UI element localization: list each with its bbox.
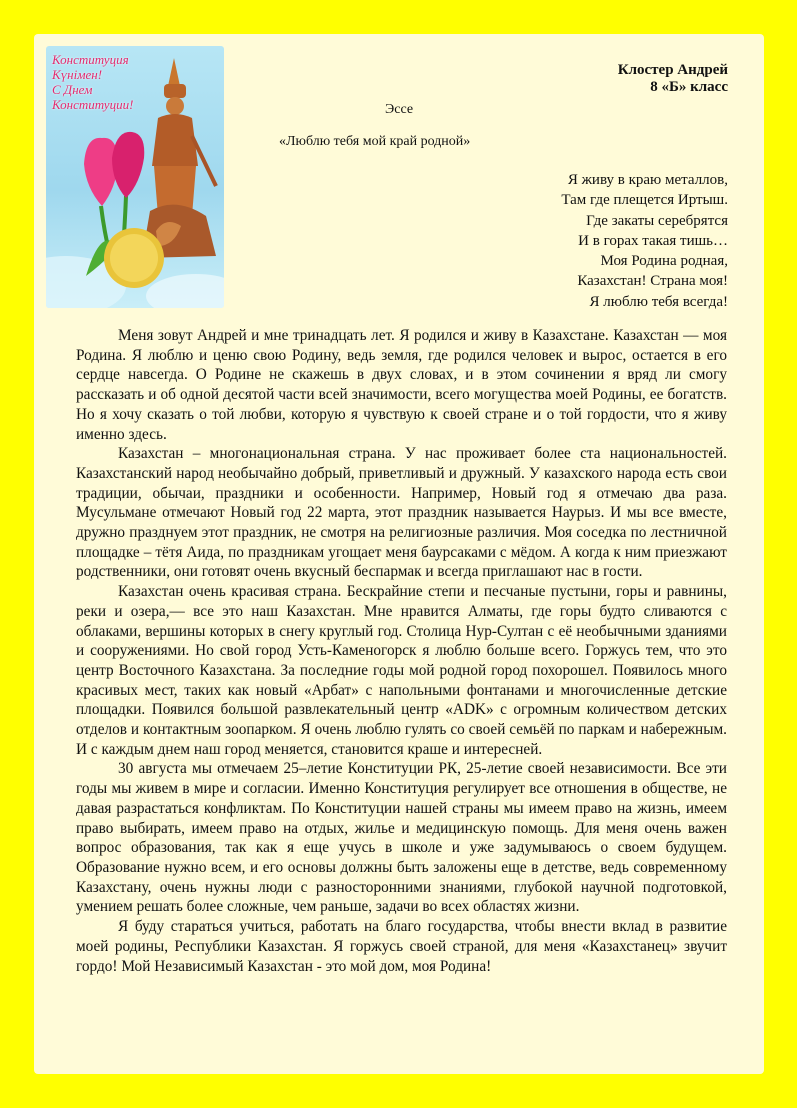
poem-line: Я живу в краю металлов, [567,172,728,188]
poem-line: Где закаты серебрятся [586,212,728,229]
card-greeting-line: Конституции! [52,97,134,112]
card-greeting-line: С Днем [52,82,93,97]
essay-title: «Люблю тебя мой край родной» [279,134,471,149]
author-class: 8 «Б» класс [650,79,728,95]
essay-paragraph: Казахстан очень красивая страна. Бескрайние степи и песчаные пустыни, горы и равнины, реки и озера,— все это наш Казахстан. Мне нравится Алматы, где горы будто сливаются с облаками, вершины которых в снегу круглый год. Столица Нур-Султан с её необычными зданиями и сооружениями. Но свой город Усть-Каменогорск я люблю больше всего. Горжусь тем, что это центр Восточного Казахстана. За последние годы мой родной город похорошел. Появилось много красивых мест, таких как новый «Арбат» с напольными фонтанами и многочисленные детские площадки. Появился большой развлекательный центр «ADK» с огромным количеством детских отделов и контактным зоопарком. Я очень люблю гулять со своей семьёй по паркам и набережным. И с каждым днем наш город меняется, становится краше и интересней. [76,583,727,758]
essay-paragraph: Казахстан – многонациональная страна. У нас проживает более ста национальностей. Казахстанский народ необычайно добрый, приветливый и дружный. У казахского народа есть свои традиции, обычаи, праздники и особенности. Например, Новый год я отмечаю два раза. Мусульмане отмечают Новый год 22 марта, этот праздник называется Наурыз. И мы все вместе, дружно празднуем этот праздник, не смотря на религиозные различия. Моя соседка по лестничной площадке – тётя Аида, по праздникам угощает меня баурсаками с мёдом. А когда к ним приезжают родственники, они готовят очень вкусный беспармак и всегда приглашают нас в гости. [76,445,727,581]
essay-page [34,34,764,1074]
epigraph-poem [561,170,728,312]
essay-paragraph: Меня зовут Андрей и мне тринадцать лет. Я родился и живу в Казахстане. Казахстан — моя Родина. Я люблю и ценю свою Родину, ведь земля, где родился человек и вырос, остается в его сердце навсегда. О Родине не скажешь в двух словах, и в этом сочинении я вряд ли смогу рассказать и об одной десятой части всей значимости, всего могущества моей Родины, ее богатств. Но я хочу сказать о той любви, которую я чувствую к своей стране и о той гордости, что я живу именно здесь. [76,327,727,443]
card-greeting [52,52,133,112]
poem-line: Я люблю тебя всегда! [589,293,728,310]
essay-genre: Эссе [385,102,414,117]
golden-warrior-statue-icon [142,58,216,258]
essay-paragraph: 30 августа мы отмечаем 25–летие Конституции РК, 25-летие своей независимости. Все эти годы мы живем в мире и согласии. Именно Конституция регулирует все отношения в обществе, не давая разрастаться конфликтам. По Конституции нашей страны мы имеем право на жизнь, имеем право выбирать, имеем право на отдых, жилье и медицинскую помощь. Для меня очень важен вопрос образования, так как я еще учусь в школе и уже задумываюсь о своем будущем. Образование нужно всем, и его основы должны быть заложены еще в детстве, ведь современному Казахстану, очень нужны люди с разносторонними знаниями, глубокой научной подготовкой, умением решать более сложные, чем раньше, задачи во всех областях жизни. [76,760,727,916]
poem-line: Казахстан! Страна моя! [577,273,728,290]
poem-line: Моя Родина родная, [600,253,728,270]
author-block [618,62,728,96]
author-name: Клостер Андрей [617,62,728,78]
sun-emblem-icon [104,228,164,288]
constitution-day-card [46,46,224,308]
poem-line: И в горах такая тишь… [578,232,728,249]
card-greeting-line: Күнімен! [52,67,103,82]
essay-body [76,326,727,976]
card-greeting-line: Конституция [52,52,129,67]
poem-line: Там где плещется Иртыш. [561,192,728,209]
essay-paragraph: Я буду стараться учиться, работать на благо государства, чтобы внести вклад в развитие моей родины, Республики Казахстан. Я горжусь своей страной, для меня «Казахстанец» звучит гордо! Мой Независимый Казахстан - это мой дом, моя Родина! [76,918,727,975]
